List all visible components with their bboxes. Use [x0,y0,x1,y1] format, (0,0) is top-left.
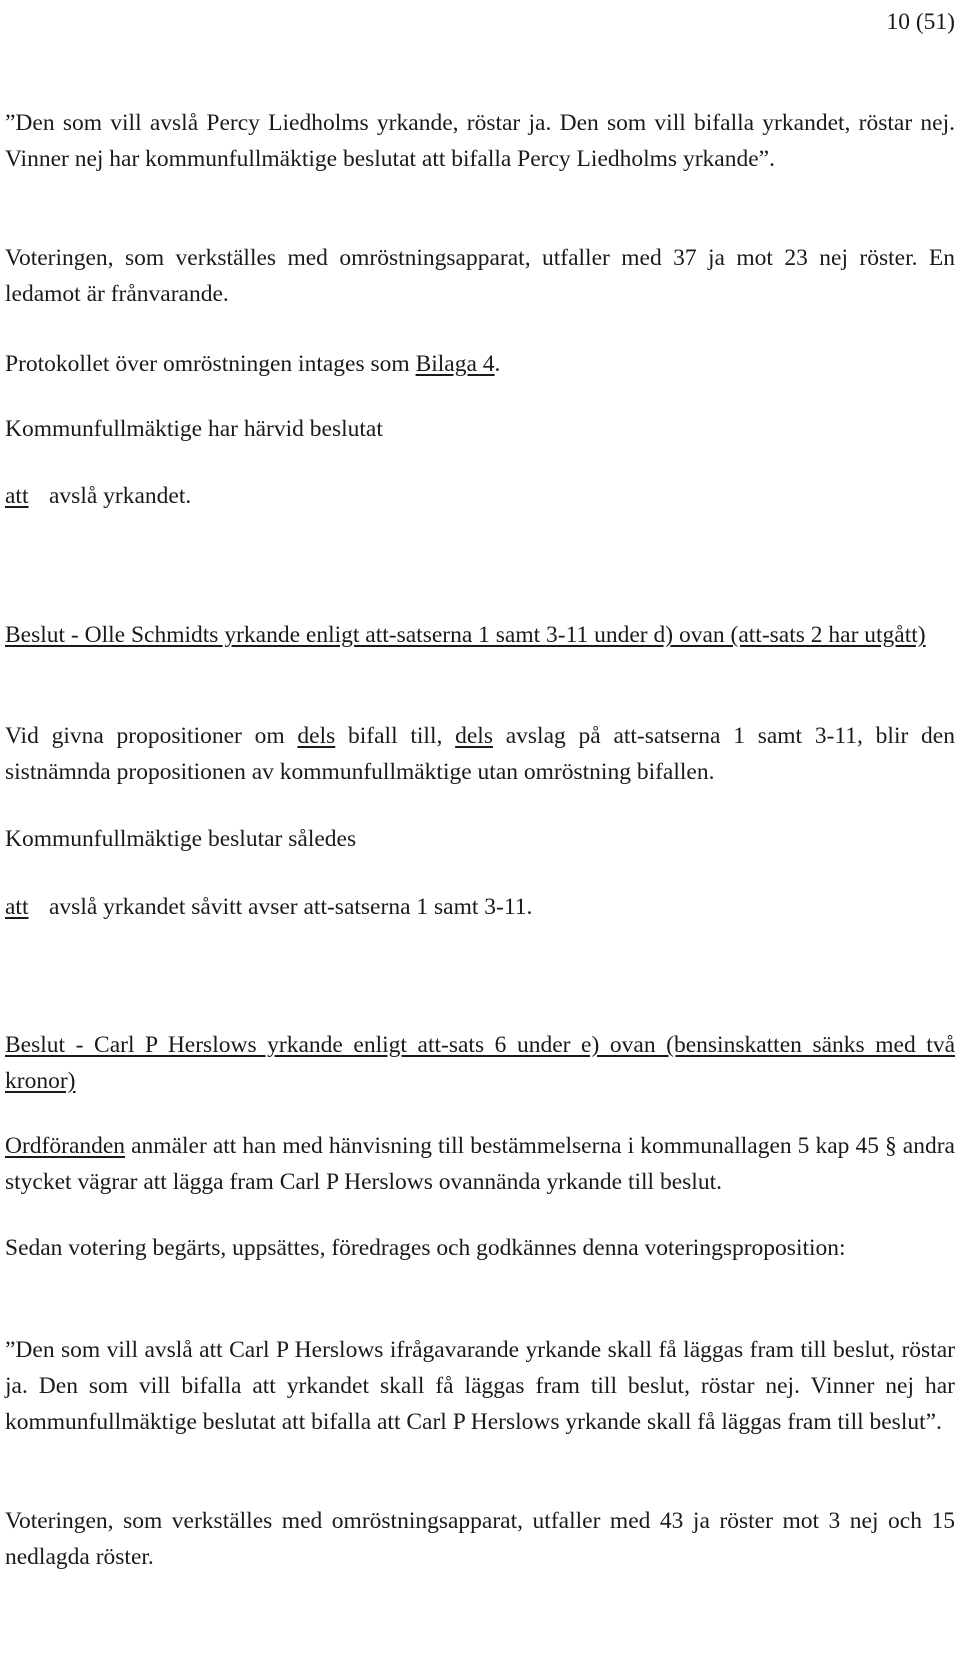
propositions-text-a: Vid givna propositioner om [5,723,298,749]
att-label: att [5,894,29,920]
section-heading-herslow: Beslut - Carl P Herslows yrkande enligt att-sats 6 under e) ovan (bensinskatten sänks med två kronor) [5,1032,955,1094]
decision-intro-1: Kommunfullmäktige har härvid beslutat [5,416,383,442]
att-decision-1 [5,478,955,514]
propositions-paragraph [5,718,955,790]
decision-intro-2: Kommunfullmäktige beslutar således [5,826,357,852]
quote-paragraph-liedholm: ”Den som vill avslå Percy Liedholms yrkande, röstar ja. Den som vill bifalla yrkandet, röstar nej. Vinner nej har kommunfullmäktige beslutat att bifalla Percy Liedholms yrkande”. [5,110,955,172]
protocol-period: . [494,351,501,377]
protocol-paragraph [5,346,955,382]
chairman-text: anmäler att han med hänvisning till bestämmelserna i kommunallagen 5 kap 45 § andra stycket vägrar att lägga fram Carl P Herslows ovannända yrkande till beslut. [5,1133,955,1195]
dels-underlined-2: dels [455,723,493,749]
dels-underlined-1: dels [297,723,336,749]
vote-result-paragraph-2: Voteringen, som verkställes med omröstningsapparat, utfaller med 43 ja röster mot 3 nej och 15 nedlagda röster. [5,1508,955,1570]
propositions-text-c: avslag på att-satserna 1 samt 3-11, blir den sistnämnda propositionen av kommunfullmäktige utan omröstning bifallen. [5,723,955,785]
votering-proposition-paragraph: Sedan votering begärts, uppsättes, föredrages och godkännes denna voteringsproposition: [5,1235,846,1261]
ordforanden-underlined: Ordföranden [5,1133,126,1159]
section-heading-schmidt: Beslut - Olle Schmidts yrkande enligt att-satserna 1 samt 3-11 under d) ovan (att-sats 2 har utgått) [5,622,926,648]
att-decision-2 [5,889,955,925]
propositions-text-b: bifall till, [335,723,456,749]
chairman-paragraph [5,1128,955,1200]
protocol-text: Protokollet över omröstningen intages som [5,351,416,377]
page-number: 10 (51) [886,9,955,35]
vote-result-paragraph-1: Voteringen, som verkställes med omröstningsapparat, utfaller med 37 ja mot 23 nej röster. En ledamot är frånvarande. [5,245,955,307]
att-decision-text: avslå yrkandet såvitt avser att-satserna 1 samt 3-11. [49,894,533,920]
att-label: att [5,483,29,509]
att-decision-text: avslå yrkandet. [49,483,192,509]
quote-paragraph-herslow: ”Den som vill avslå att Carl P Herslows ifrågavarande yrkande skall få läggas fram till beslut, röstar ja. Den som vill bifalla att yrkandet skall få läggas fram till beslut, röstar nej. Vinner nej har kommunfullmäktige beslutat att bifalla att Carl P Herslows yrkande skall få läggas fram till beslut”. [5,1337,955,1435]
bilaga-4-link[interactable]: Bilaga 4 [415,351,495,377]
